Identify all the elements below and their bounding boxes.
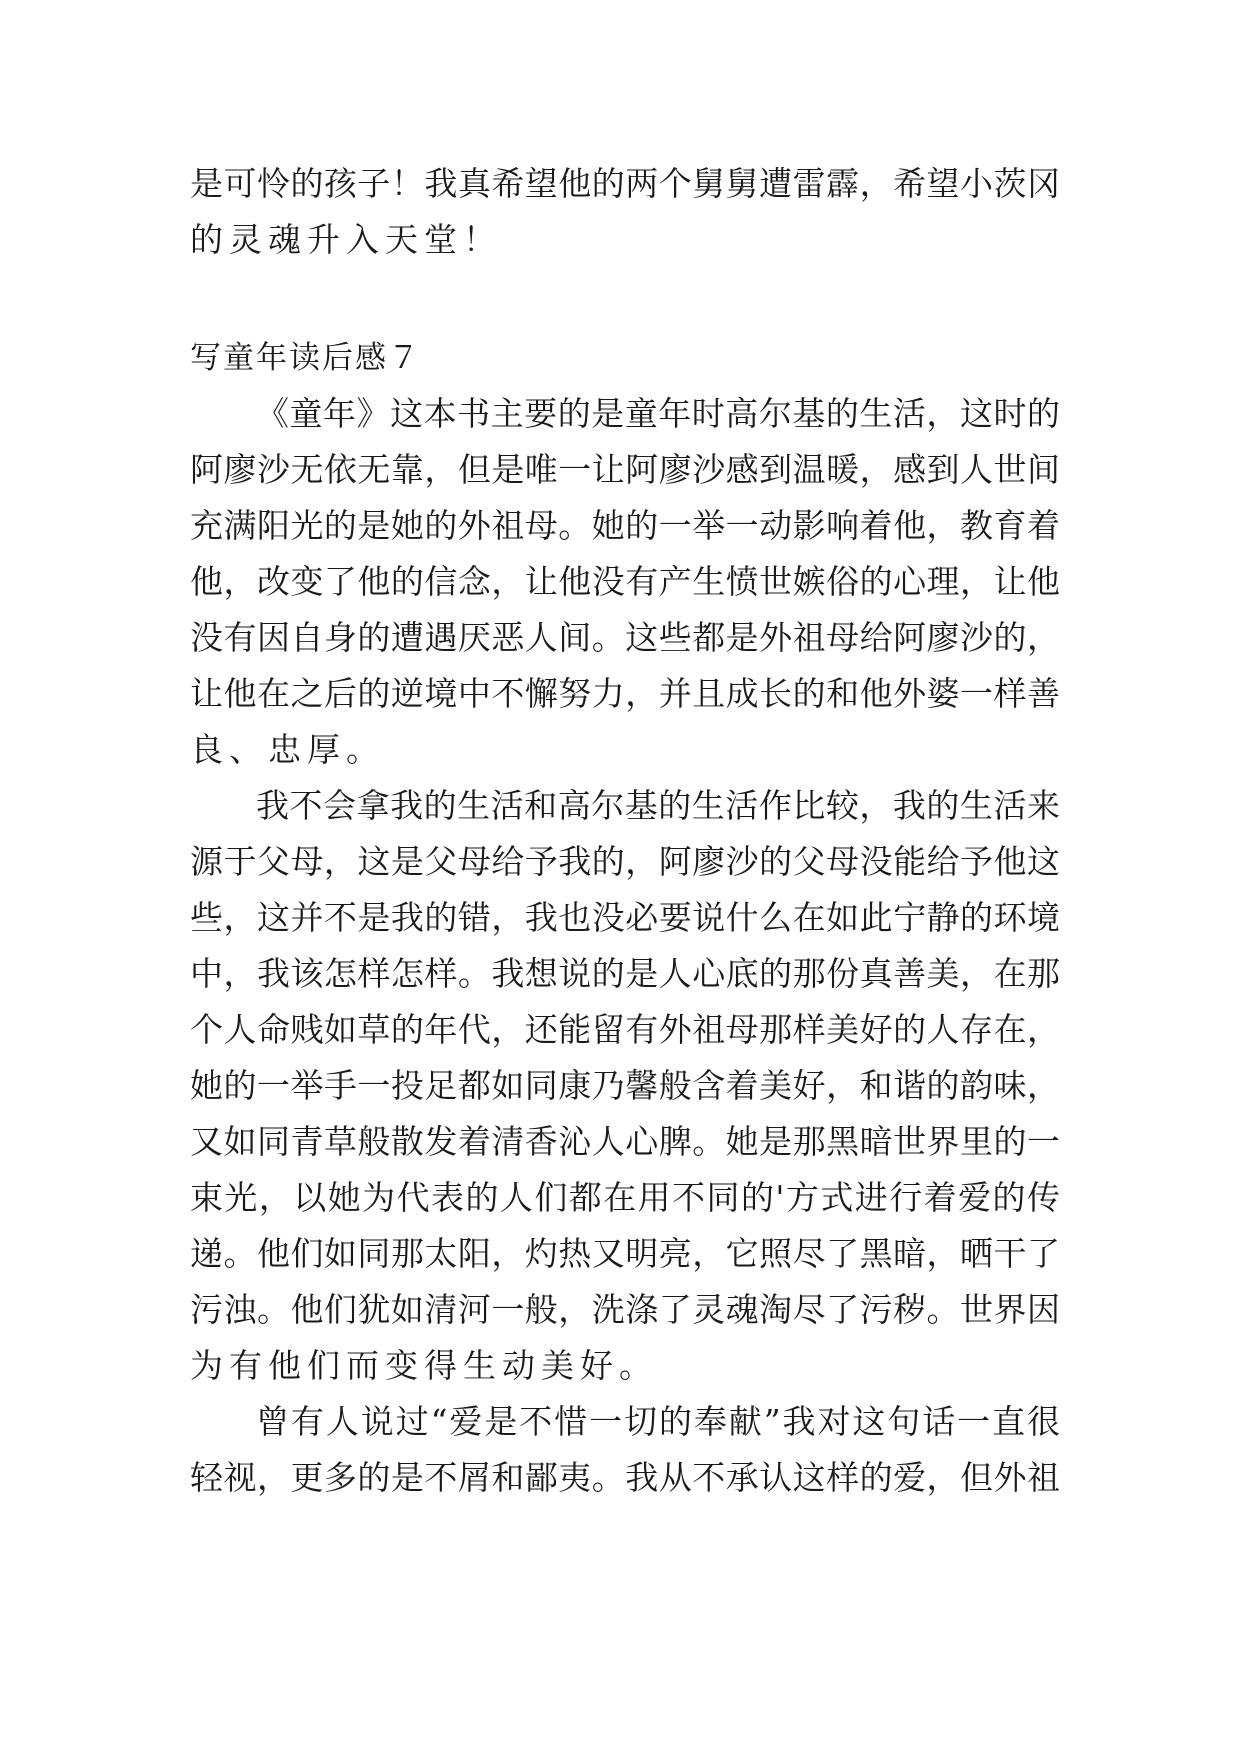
paragraph-line: 没有因自身的遭遇厌恶人间。这些都是外祖母给阿廖沙的，	[190, 618, 1060, 657]
paragraph-line: 递。他们如同那太阳，灼热又明亮，它照尽了黑暗，晒干了	[190, 1234, 1060, 1273]
paragraph	[190, 386, 1060, 778]
paragraph-line: 些，这并不是我的错，我也没必要说什么在如此宁静的环境	[190, 898, 1060, 937]
paragraph-line: 《童年》这本书主要的是童年时高尔基的生活，这时的	[256, 394, 1060, 433]
paragraph-line: 为有他们而变得生动美好。	[190, 1346, 658, 1385]
paragraph-line: 轻视，更多的是不屑和鄙夷。我从不承认这样的爱，但外祖	[190, 1458, 1060, 1497]
intro-line: 的灵魂升入天堂！	[190, 220, 502, 259]
paragraph-line: 让他在之后的逆境中不懈努力，并且成长的和他外婆一样善	[190, 674, 1060, 713]
paragraph-line: 又如同青草般散发着清香沁人心脾。她是那黑暗世界里的一	[190, 1122, 1060, 1161]
paragraph-line: 她的一举手一投足都如同康乃馨般含着美好，和谐的韵味，	[190, 1066, 1060, 1105]
paragraph-line: 中，我该怎样怎样。我想说的是人心底的那份真善美，在那	[190, 954, 1060, 993]
paragraph-line: 源于父母，这是父母给予我的，阿廖沙的父母没能给予他这	[190, 842, 1060, 881]
intro-line: 是可怜的孩子！我真希望他的两个舅舅遭雷霹，希望小茨冈	[190, 164, 1060, 203]
paragraph-line: 污浊。他们犹如清河一般，洗涤了灵魂淘尽了污秽。世界因	[190, 1290, 1060, 1329]
paragraph-line: 阿廖沙无依无靠，但是唯一让阿廖沙感到温暖，感到人世间	[190, 450, 1060, 489]
section-title: 写童年读后感７	[190, 340, 421, 376]
paragraph	[190, 1394, 1060, 1506]
paragraph-line: 束光，以她为代表的人们都在用不同的'方式进行着爱的传	[190, 1178, 1060, 1217]
paragraph-line: 良、忠厚。	[190, 730, 385, 769]
paragraph-line: 个人命贱如草的年代，还能留有外祖母那样美好的人存在，	[190, 1010, 1060, 1049]
paragraph-line: 曾有人说过“爱是不惜一切的奉献”我对这句话一直很	[256, 1402, 1060, 1441]
section-gap	[190, 268, 1060, 330]
document-body	[190, 156, 1060, 1506]
paragraph-line: 我不会拿我的生活和高尔基的生活作比较，我的生活来	[256, 786, 1060, 825]
paragraph-line: 他，改变了他的信念，让他没有产生愤世嫉俗的心理，让他	[190, 562, 1060, 601]
paragraph-line: 充满阳光的是她的外祖母。她的一举一动影响着他，教育着	[190, 506, 1060, 545]
paragraph	[190, 778, 1060, 1394]
